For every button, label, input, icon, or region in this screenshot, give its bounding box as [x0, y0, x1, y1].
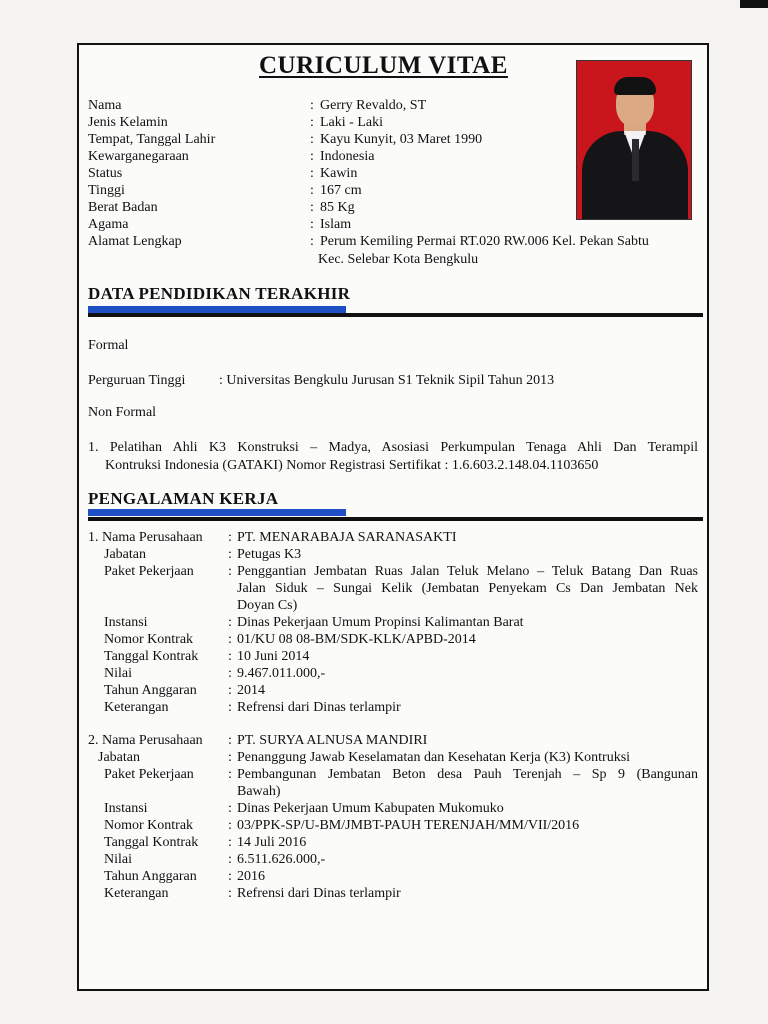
- personal-label: Tempat, Tanggal Lahir: [88, 132, 216, 147]
- personal-label: Kewarganegaraan: [88, 149, 189, 164]
- job-contract: 01/KU 08 08-BM/SDK-KLK/APBD-2014: [237, 632, 476, 647]
- job-package-line: Penggantian Jembatan Ruas Jalan Teluk Melano – Teluk Batang Dan Ruas: [237, 564, 698, 579]
- colon: :: [228, 564, 232, 579]
- personal-value: Indonesia: [320, 149, 375, 164]
- colon: :: [310, 200, 314, 215]
- job-label: Tanggal Kontrak: [104, 835, 199, 850]
- colon: :: [228, 530, 232, 545]
- section-accent-rule: [88, 306, 346, 313]
- job-position: Penanggung Jawab Keselamatan dan Kesehatan Kerja (K3) Kontruksi: [237, 750, 631, 765]
- personal-value: Laki - Laki: [320, 115, 383, 130]
- job-package-line: Bawah): [237, 784, 281, 799]
- job-label: Nilai: [104, 852, 132, 867]
- formal-label: Formal: [88, 338, 129, 353]
- colon: :: [228, 632, 232, 647]
- job-label: Jabatan: [104, 547, 146, 562]
- scan-corner-mark: [740, 0, 768, 8]
- colon: :: [310, 98, 314, 113]
- colon: :: [228, 886, 232, 901]
- personal-value: Kec. Selebar Kota Bengkulu: [318, 252, 479, 267]
- section-accent-rule: [88, 509, 346, 516]
- personal-value: 85 Kg: [320, 200, 355, 215]
- personal-value: Kayu Kunyit, 03 Maret 1990: [320, 132, 483, 147]
- colon: :: [228, 869, 232, 884]
- colon: :: [228, 801, 232, 816]
- job-label: 2. Nama Perusahaan: [88, 733, 203, 748]
- job-date: 10 Juni 2014: [237, 649, 310, 664]
- colon: :: [228, 649, 232, 664]
- job-company: PT. SURYA ALNUSA MANDIRI: [237, 733, 428, 748]
- personal-value: Perum Kemiling Permai RT.020 RW.006 Kel. Pekan Sabtu: [320, 234, 649, 249]
- colon: :: [228, 700, 232, 715]
- personal-label: Berat Badan: [88, 200, 158, 215]
- job-label: Nomor Kontrak: [104, 632, 194, 647]
- personal-value: Kawin: [320, 166, 358, 181]
- personal-label: Tinggi: [88, 183, 125, 198]
- personal-value: Islam: [320, 217, 352, 232]
- colon: :: [310, 183, 314, 198]
- personal-value: Gerry Revaldo, ST: [320, 98, 427, 113]
- job-note: Refrensi dari Dinas terlampir: [237, 700, 401, 715]
- job-package-line: Doyan Cs): [237, 598, 298, 613]
- job-position: Petugas K3: [237, 547, 302, 562]
- job-agency: Dinas Pekerjaan Umum Propinsi Kalimantan Barat: [237, 615, 524, 630]
- section-rule: [88, 517, 703, 521]
- job-budget: 2016: [237, 869, 265, 884]
- colon: :: [228, 750, 232, 765]
- colon: :: [310, 149, 314, 164]
- job-label: Tanggal Kontrak: [104, 649, 199, 664]
- job-package-line: Pembangunan Jembatan Beton desa Pauh Terenjah – Sp 9 (Bangunan: [237, 767, 698, 782]
- job-label: Tahun Anggaran: [104, 869, 197, 884]
- job-package-line: Jalan Siduk – Sungai Kelik (Jembatan Penyekam Cs Dan Jembatan Nek: [237, 581, 698, 596]
- job-label: Nilai: [104, 666, 132, 681]
- nonformal-label: Non Formal: [88, 405, 157, 420]
- experience-heading: PENGALAMAN KERJA: [88, 489, 279, 508]
- university-value: : Universitas Bengkulu Jurusan S1 Teknik Sipil Tahun 2013: [219, 373, 555, 388]
- personal-value: 167 cm: [320, 183, 362, 198]
- colon: :: [310, 115, 314, 130]
- education-heading: DATA PENDIDIKAN TERAKHIR: [88, 284, 351, 303]
- job-label: Instansi: [104, 801, 148, 816]
- job-date: 14 Juli 2016: [237, 835, 307, 850]
- personal-label: Status: [88, 166, 123, 181]
- job-value: 6.511.626.000,-: [237, 852, 326, 867]
- job-label: Paket Pekerjaan: [104, 767, 194, 782]
- job-label: Instansi: [104, 615, 148, 630]
- personal-address-line2: [318, 251, 478, 268]
- colon: :: [310, 217, 314, 232]
- personal-label: Nama: [88, 98, 122, 113]
- colon: :: [310, 234, 314, 249]
- job-label: Paket Pekerjaan: [104, 564, 194, 579]
- training-line-1: 1. Pelatihan Ahli K3 Konstruksi – Madya, Asosiasi Perkumpulan Tenaga Ahli Dan Terampil: [88, 440, 698, 455]
- job-label: 1. Nama Perusahaan: [88, 530, 203, 545]
- colon: :: [310, 166, 314, 181]
- colon: :: [310, 132, 314, 147]
- job-label: Nomor Kontrak: [104, 818, 194, 833]
- job-label: Keterangan: [104, 886, 169, 901]
- job-value: 9.467.011.000,-: [237, 666, 326, 681]
- profile-photo: [576, 60, 692, 220]
- colon: :: [228, 733, 232, 748]
- colon: :: [228, 818, 232, 833]
- personal-label: Alamat Lengkap: [88, 234, 182, 249]
- colon: :: [228, 683, 232, 698]
- colon: :: [228, 767, 232, 782]
- job-budget: 2014: [237, 683, 265, 698]
- job-label: Tahun Anggaran: [104, 683, 197, 698]
- university-label: Perguruan Tinggi: [88, 373, 186, 388]
- job-label: Jabatan: [98, 750, 140, 765]
- job-note: Refrensi dari Dinas terlampir: [237, 886, 401, 901]
- colon: :: [228, 852, 232, 867]
- colon: :: [228, 615, 232, 630]
- document-title: CURICULUM VITAE: [259, 52, 508, 79]
- section-rule: [88, 313, 703, 317]
- colon: :: [228, 547, 232, 562]
- job-label: Keterangan: [104, 700, 169, 715]
- colon: :: [228, 835, 232, 850]
- job-agency: Dinas Pekerjaan Umum Kabupaten Mukomuko: [237, 801, 504, 816]
- training-line-2: Kontruksi Indonesia (GATAKI) Nomor Registrasi Sertifikat : 1.6.603.2.148.04.1103650: [105, 458, 599, 473]
- personal-label: Jenis Kelamin: [88, 115, 168, 130]
- job-contract: 03/PPK-SP/U-BM/JMBT-PAUH TERENJAH/MM/VII/2016: [237, 818, 580, 833]
- personal-label: Agama: [88, 217, 129, 232]
- job-company: PT. MENARABAJA SARANASAKTI: [237, 530, 457, 545]
- colon: :: [228, 666, 232, 681]
